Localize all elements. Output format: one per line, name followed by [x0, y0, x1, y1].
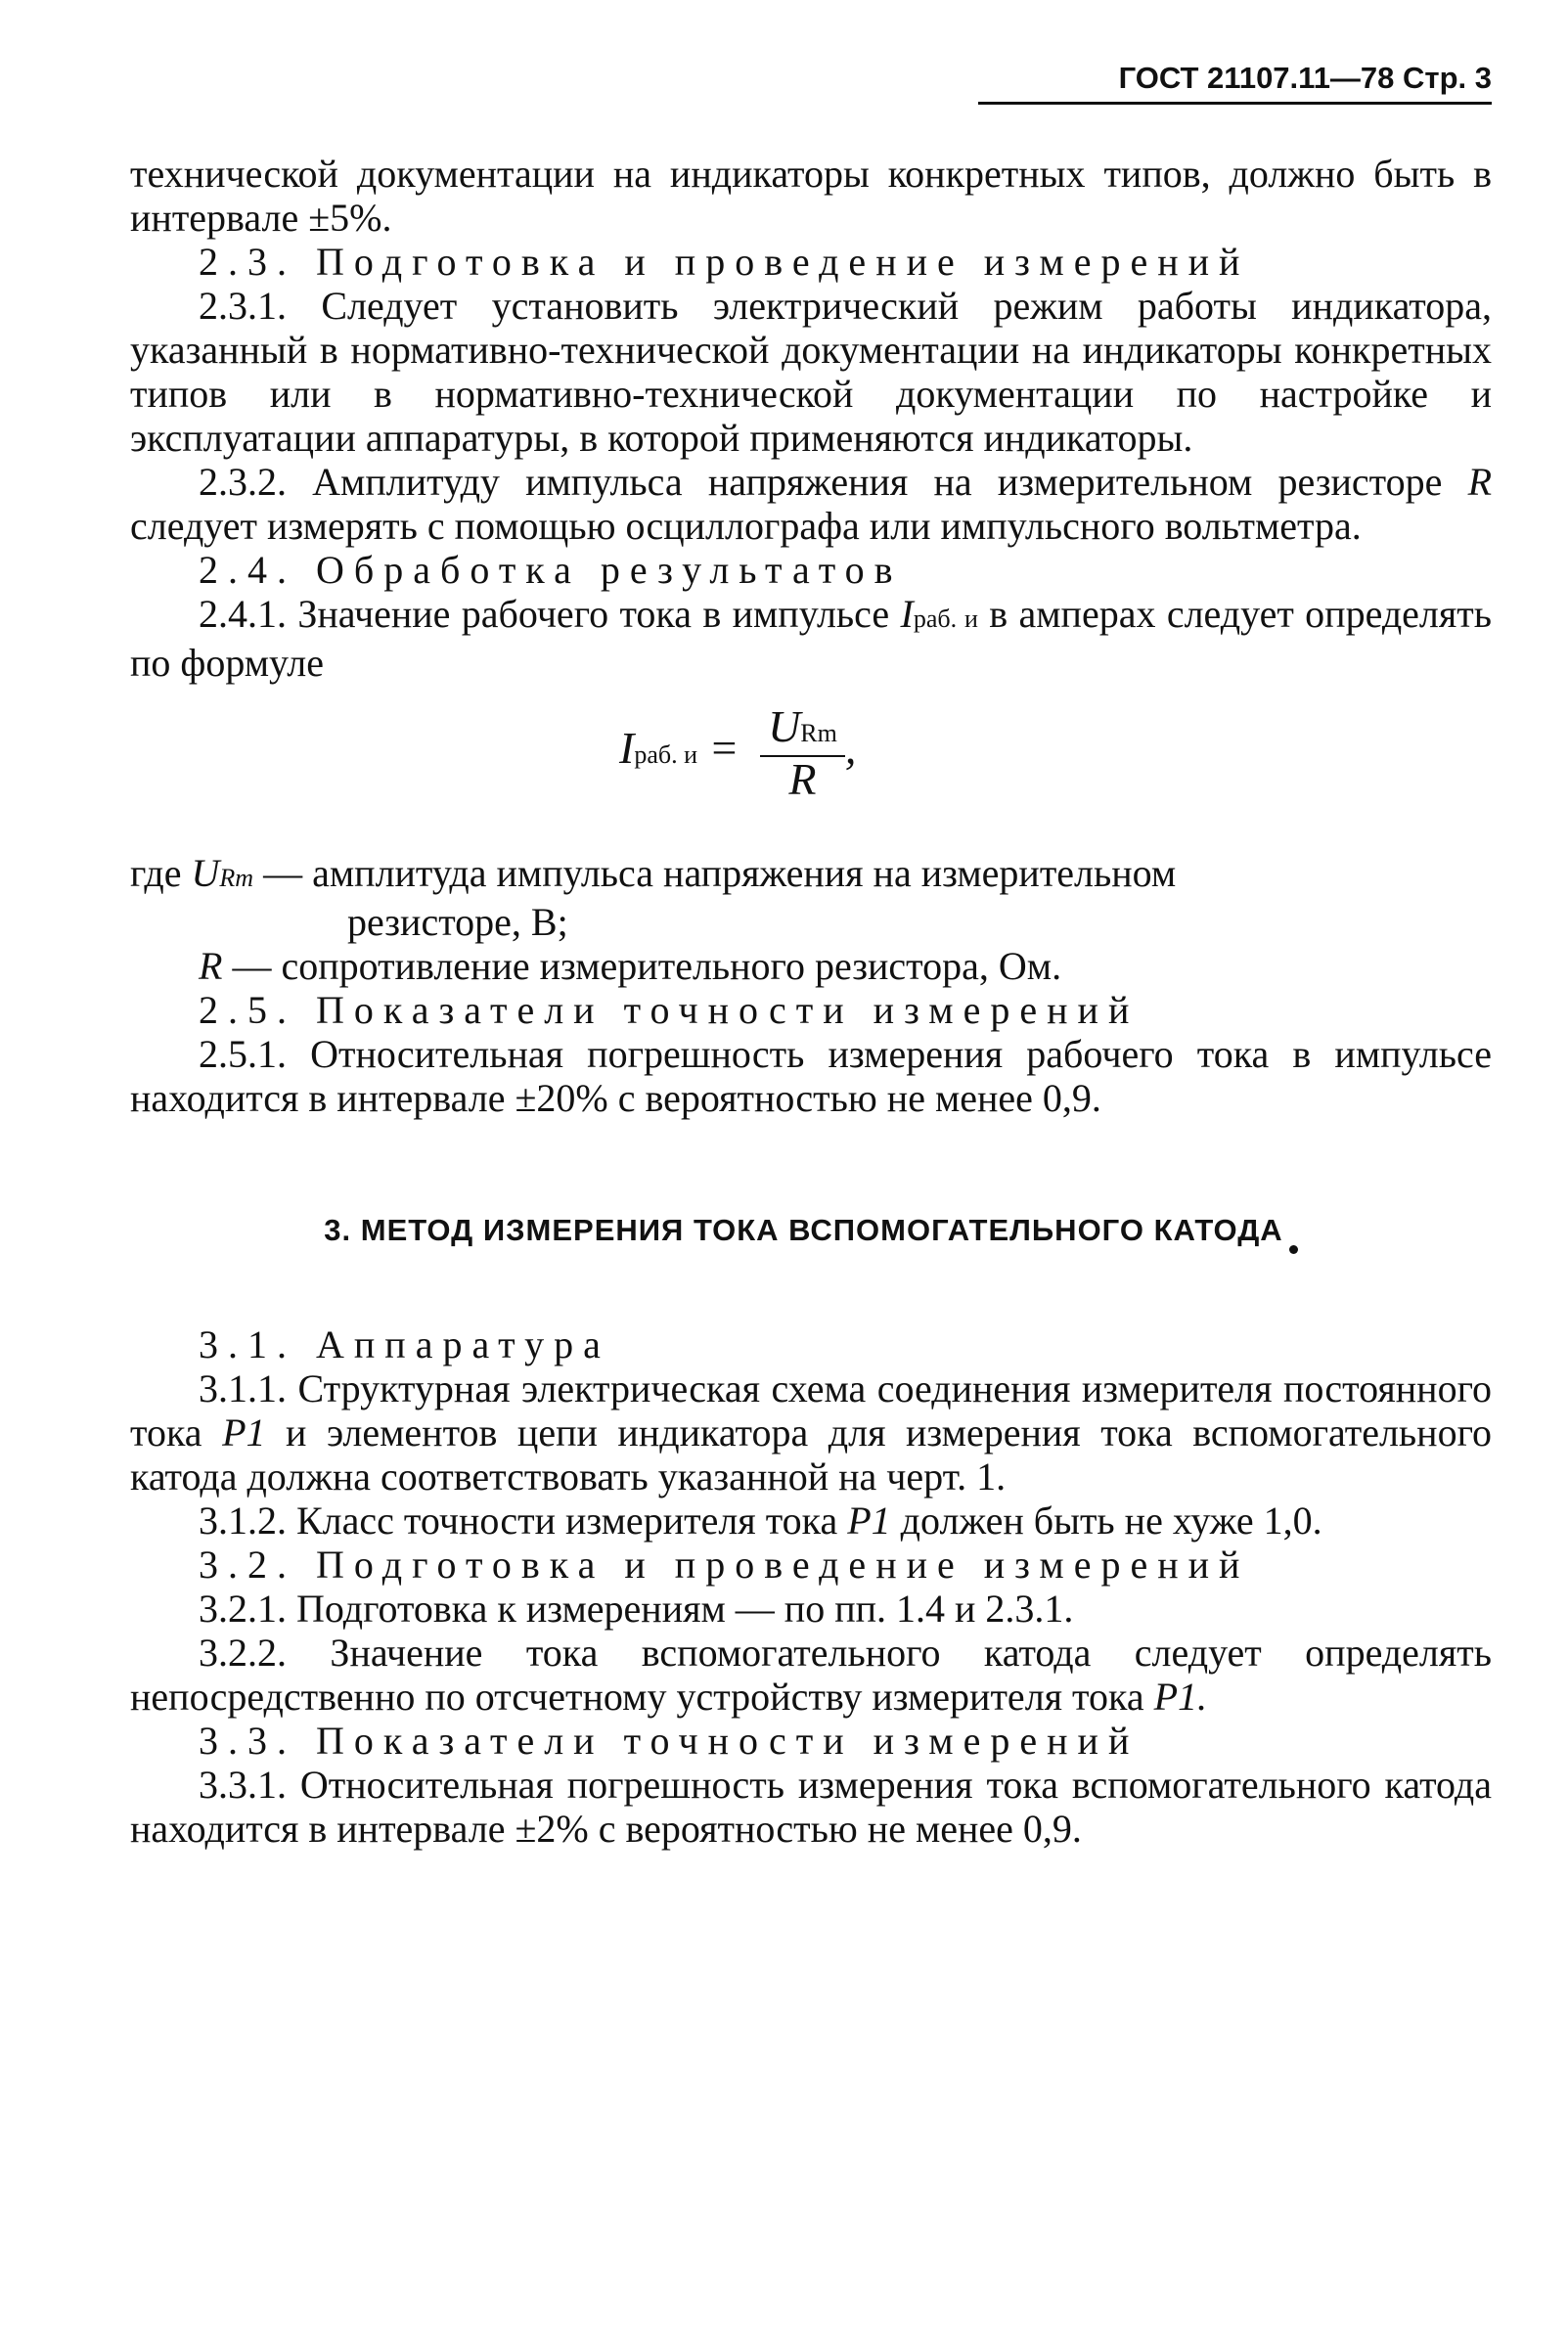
subsection-heading-3-1: 3.1. Аппаратура [199, 1322, 610, 1366]
paragraph-2-5-1: 2.5.1. Относительная погрешность измерения рабочего тока в импульсе находится в интервале ±20% с вероятностью не менее 0,9. [130, 1032, 1492, 1120]
paragraph-2-4-1: 2.4.1. Значение рабочего тока в импульсе Iраб. и в амперах следует определять по формуле [130, 592, 1493, 685]
subsection-heading-2-3: 2.3. Подготовка и проведение измерений [199, 240, 1250, 284]
formula-numerator: U [768, 701, 801, 751]
formula-lhs: I [619, 723, 635, 774]
subsection-heading-2-4: 2.4. Обработка результатов [199, 548, 903, 592]
section-title-3: 3. МЕТОД ИЗМЕРЕНИЯ ТОКА ВСПОМОГАТЕЛЬНОГО КАТОДА [130, 1208, 1492, 1254]
where-line-1: где URm — амплитуда импульса напряжения на измерительном [130, 851, 1177, 895]
paragraph-3-3-1: 3.3.1. Относительная погрешность измерения тока вспомогательного катода находится в интервале ±2% с вероятностью не менее 0,9. [130, 1763, 1492, 1851]
subsection-heading-3-2: 3.2. Подготовка и проведение измерений [199, 1543, 1250, 1587]
subsection-heading-2-5: 2.5. Показатели точности измерений [199, 988, 1140, 1032]
subsection-heading-3-3: 3.3. Показатели точности измерений [199, 1719, 1140, 1763]
where-block [130, 851, 1492, 988]
formula-tail: , [844, 723, 857, 774]
dot-mark [1289, 1245, 1298, 1254]
document-body [130, 152, 1492, 1851]
formula-fraction [760, 701, 845, 804]
formula-numerator-sub: Rm [800, 719, 837, 747]
formula-denominator: R [788, 754, 817, 804]
formula-lhs-sub: раб. и [634, 740, 698, 770]
paragraph-3-2-2: 3.2.2. Значение тока вспомогательного катода следует определять непосредственно по отсчетному устройству измерителя тока P1. [130, 1631, 1492, 1719]
page-header: ГОСТ 21107.11—78 Стр. 3 [978, 61, 1492, 105]
where-line-2: R — сопротивление измерительного резистора, Ом. [199, 944, 1062, 988]
paragraph-3-2-1: 3.2.1. Подготовка к измерениям — по пп. 1.4 и 2.3.1. [199, 1587, 1074, 1631]
paragraph-3-1-2: 3.1.2. Класс точности измерителя тока P1 должен быть не хуже 1,0. [199, 1499, 1322, 1543]
paragraph: технической документации на индикаторы конкретных типов, должно быть в интервале ±5%. [130, 152, 1492, 240]
formula [130, 685, 1492, 851]
paragraph-3-1-1: 3.1.1. Структурная электрическая схема соединения измерителя постоянного тока P1 и элементов цепи индикатора для измерения тока вспомогательного катода должна соответствовать указанной на черт. 1. [130, 1366, 1492, 1499]
paragraph-2-3-2: 2.3.2. Амплитуду импульса напряжения на измерительном резисторе R следует измерять с помощью осциллографа или импульсного вольтметра. [130, 460, 1492, 548]
where-line-1-cont: резисторе, В; [347, 900, 568, 944]
paragraph-2-3-1: 2.3.1. Следует установить электрический режим работы индикатора, указанный в нормативно-технической документации на индикаторы конкретных типов или в нормативно-технической документации по настройке и эксплуатации аппаратуры, в которой применяются индикаторы. [130, 284, 1492, 460]
formula-eq: = [708, 723, 739, 774]
